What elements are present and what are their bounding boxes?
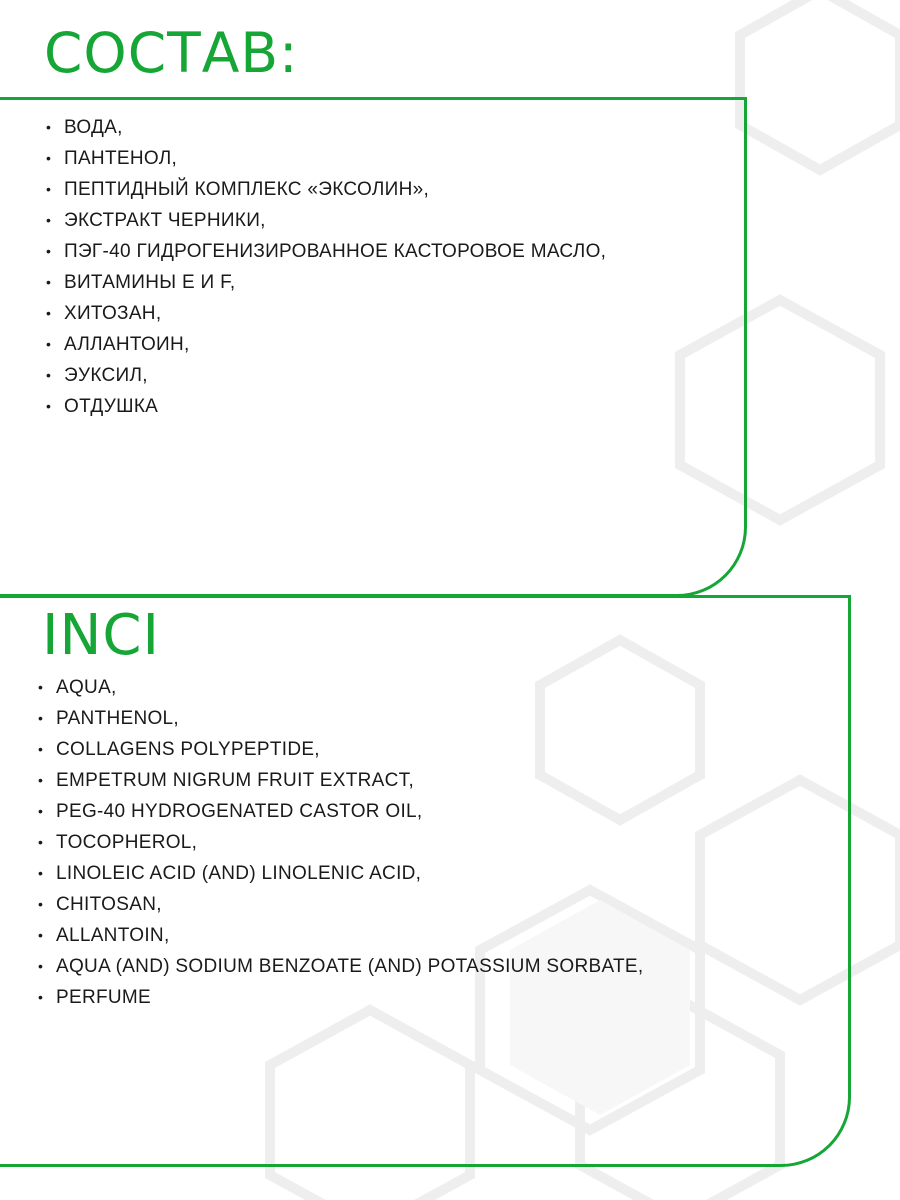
bullet-icon: • — [46, 336, 52, 352]
list-item: • ЭУКСИЛ, — [64, 360, 606, 391]
bullet-icon: • — [38, 679, 44, 695]
list-item: • ХИТОЗАН, — [64, 298, 606, 329]
bullet-icon: • — [46, 305, 52, 321]
inci-list — [38, 672, 644, 1013]
list-item: • PERFUME — [56, 982, 643, 1013]
bullet-icon: • — [38, 989, 44, 1005]
bullet-icon: • — [46, 274, 52, 290]
list-item: • ALLANTOIN, — [56, 920, 643, 951]
list-item: • ЭКСТРАКТ ЧЕРНИКИ, — [64, 205, 606, 236]
bullet-icon: • — [46, 119, 52, 135]
list-item: • LINOLEIC ACID (AND) LINOLENIC ACID, — [56, 858, 643, 889]
bullet-icon: • — [46, 243, 52, 259]
list-item: • PEG-40 HYDROGENATED CASTOR OIL, — [56, 796, 643, 827]
bullet-icon: • — [38, 834, 44, 850]
bullet-icon: • — [46, 212, 52, 228]
bullet-icon: • — [38, 896, 44, 912]
list-item: • PANTHENOL, — [56, 703, 643, 734]
list-item: • AQUA (AND) SODIUM BENZOATE (AND) POTASSIUM SORBATE, — [56, 951, 643, 982]
list-item: • ОТДУШКА — [64, 391, 606, 422]
bullet-icon: • — [38, 772, 44, 788]
bullet-icon: • — [46, 150, 52, 166]
inci-title: INCI — [42, 603, 161, 668]
bullet-icon: • — [46, 181, 52, 197]
bullet-icon: • — [38, 741, 44, 757]
list-item: • EMPETRUM NIGRUM FRUIT EXTRACT, — [56, 765, 643, 796]
list-item: • ПАНТЕНОЛ, — [64, 143, 606, 174]
bullet-icon: • — [38, 803, 44, 819]
composition-list — [46, 112, 607, 422]
list-item: • TOCOPHEROL, — [56, 827, 643, 858]
list-item: • COLLAGENS POLYPEPTIDE, — [56, 734, 643, 765]
bullet-icon: • — [46, 398, 52, 414]
list-item: • АЛЛАНТОИН, — [64, 329, 606, 360]
list-item: • ВИТАМИНЫ Е И F, — [64, 267, 606, 298]
list-item: • CHITOSAN, — [56, 889, 643, 920]
bullet-icon: • — [38, 710, 44, 726]
list-item: • ВОДА, — [64, 112, 606, 143]
bullet-icon: • — [46, 367, 52, 383]
list-item: • ПЕПТИДНЫЙ КОМПЛЕКС «ЭКСОЛИН», — [64, 174, 606, 205]
bullet-icon: • — [38, 865, 44, 881]
composition-title: СОСТАВ: — [44, 21, 299, 85]
bullet-icon: • — [38, 958, 44, 974]
bullet-icon: • — [38, 927, 44, 943]
list-item: • ПЭГ-40 ГИДРОГЕНИЗИРОВАННОЕ КАСТОРОВОЕ МАСЛО, — [64, 236, 606, 267]
list-item: • AQUA, — [56, 672, 643, 703]
